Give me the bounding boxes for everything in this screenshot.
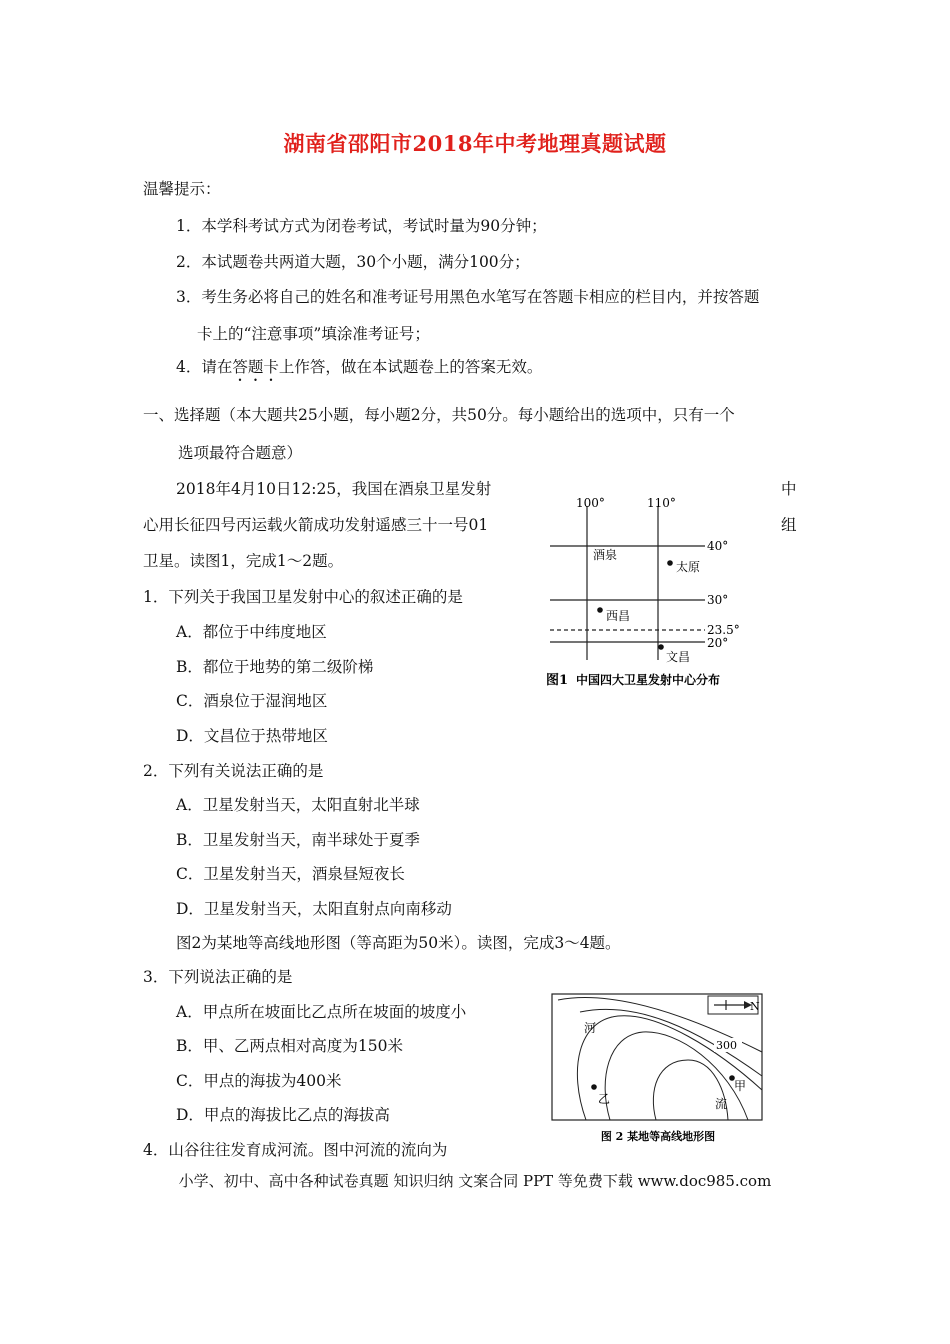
figure-1-number: 图1	[546, 673, 569, 688]
tip-4-c: 上作答，做在本试题卷上的答案无效。	[278, 358, 543, 376]
tips-heading: 温馨提示：	[143, 180, 221, 198]
q2-option-b: B．卫星发射当天，南半球处于夏季	[176, 831, 420, 849]
page-footer: 小学、初中、高中各种试卷真题 知识归纳 文案合同 PPT 等免费下载 www.doc985.com	[178, 1172, 772, 1190]
dot-wenchang	[658, 644, 664, 650]
label-river-1: 河	[584, 1021, 597, 1035]
place-xichang: 西昌	[606, 609, 631, 623]
q2-stem: 2．下列有关说法正确的是	[143, 762, 324, 780]
contour-label-300: 300	[716, 1039, 737, 1052]
q2-option-d: D．卫星发射当天，太阳直射点向南移动	[176, 900, 452, 918]
lat-label-23-5: 23.5°	[707, 623, 740, 637]
q3-option-b: B．甲、乙两点相对高度为150米	[176, 1037, 403, 1055]
q1-stem: 1．下列关于我国卫星发射中心的叙述正确的是	[143, 588, 463, 606]
lat-label-20: 20°	[707, 636, 729, 650]
q3-option-a: A．甲点所在坡面比乙点所在坡面的坡度小	[176, 1003, 467, 1021]
dot-yi	[591, 1084, 597, 1090]
place-wenchang: 文昌	[666, 650, 691, 664]
q4-stem: 4．山谷往往发育成河流。图中河流的流向为	[143, 1141, 448, 1159]
north-label: N	[750, 1000, 760, 1013]
figure-2-caption: 图 2 某地等高线地形图	[600, 1130, 716, 1143]
intro-1-line-1-right: 中	[781, 480, 797, 498]
q1-option-a: A．都位于中纬度地区	[176, 623, 327, 641]
lon-label-110: 110°	[647, 496, 676, 510]
tip-3: 3．考生务必将自己的姓名和准考证号用黑色水笔写在答题卡相应的栏目内，并按答题	[176, 288, 760, 306]
tip-1: 1．本学科考试方式为闭卷考试，考试时量为90分钟；	[176, 217, 547, 235]
page-title: 湖南省邵阳市2018年中考地理真题试题	[283, 131, 667, 156]
label-jia: 甲	[734, 1079, 747, 1093]
lat-label-30: 30°	[707, 593, 729, 607]
q3-option-d: D．甲点的海拔比乙点的海拔高	[176, 1106, 390, 1124]
figure-1-caption: 中国四大卫星发射中心分布	[576, 673, 721, 687]
place-jiuquan: 酒泉	[593, 548, 618, 562]
tip-4-emphasis: 答题卡	[232, 358, 279, 376]
dot-xichang	[597, 607, 603, 613]
q3-stem: 3．下列说法正确的是	[143, 968, 293, 986]
figure-1-map	[540, 490, 780, 695]
q1-option-d: D．文昌位于热带地区	[176, 727, 328, 745]
tip-2: 2．本试题卷共两道大题，30个小题，满分100分；	[176, 253, 530, 271]
label-yi: 乙	[598, 1092, 611, 1106]
place-taiyuan: 太原	[676, 560, 701, 574]
lon-label-100: 100°	[576, 496, 605, 510]
q2-option-a: A．卫星发射当天，太阳直射北半球	[176, 796, 420, 814]
intro-1-line-3: 卫星。读图1，完成1～2题。	[143, 552, 344, 570]
intro-1-line-2-right: 组	[781, 516, 797, 534]
section-1-heading: 一、选择题（本大题共25小题，每小题2分，共50分。每小题给出的选项中，只有一个	[143, 406, 735, 424]
lat-label-40: 40°	[707, 539, 729, 553]
q2-option-c: C．卫星发射当天，酒泉昼短夜长	[176, 865, 405, 883]
figure-2-frame	[552, 994, 762, 1120]
intro-1-line-2: 心用长征四号丙运载火箭成功发射遥感三十一号01	[143, 516, 489, 534]
q1-option-b: B．都位于地势的第二级阶梯	[176, 658, 374, 676]
intro-1-line-1: 2018年4月10日12:25，我国在酒泉卫星发射	[176, 480, 492, 498]
tip-4	[176, 356, 542, 385]
intro-2: 图2为某地等高线地形图（等高距为50米）。读图，完成3～4题。	[176, 934, 621, 952]
figure-2-contour-map	[548, 990, 768, 1148]
tip-3-cont: 卡上的“注意事项”填涂准考证号；	[197, 325, 430, 343]
tip-4-a: 4．请在	[176, 358, 233, 376]
section-1-heading-cont: 选项最符合题意）	[178, 444, 303, 462]
label-river-2: 流	[715, 1097, 728, 1111]
q1-option-c: C．酒泉位于湿润地区	[176, 692, 328, 710]
q3-option-c: C．甲点的海拔为400米	[176, 1072, 342, 1090]
dot-taiyuan	[667, 560, 673, 566]
